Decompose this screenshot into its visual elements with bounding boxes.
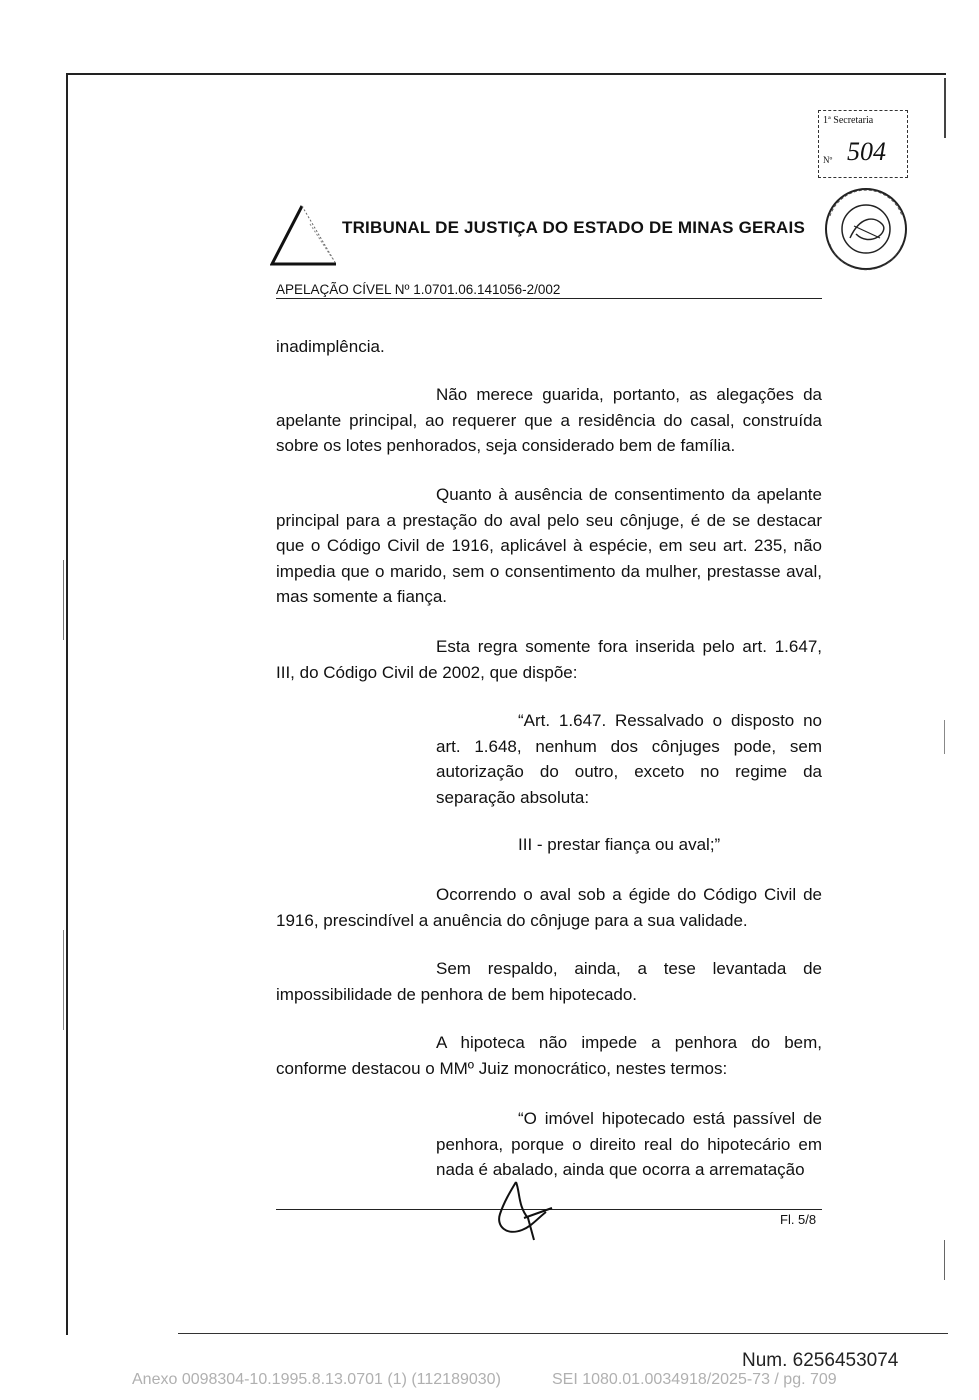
- sei-watermark: SEI 1080.01.0034918/2025-73 / pg. 709: [552, 1371, 837, 1388]
- paragraph-1: inadimplência.: [276, 337, 385, 356]
- protocol-stamp: [818, 110, 908, 178]
- header-rule: [276, 298, 822, 299]
- document-number: Num. 6256453074: [742, 1350, 899, 1371]
- quote-3: “O imóvel hipotecado está passível de penhora, porque o direito real do hipotecário em nada é abalado, ainda que ocorra a arrematação: [436, 1109, 822, 1179]
- court-logo-icon: [270, 202, 340, 268]
- court-title: TRIBUNAL DE JUSTIÇA DO ESTADO DE MINAS GERAIS: [342, 218, 805, 237]
- stamp-number: 504: [847, 137, 886, 166]
- page-border-left-mark: [63, 560, 64, 640]
- paragraph-6: Sem respaldo, ainda, a tese levantada de impossibilidade de penhora de bem hipotecado.: [276, 959, 822, 1004]
- stamp-label: 1ª Secretaria: [823, 115, 874, 126]
- annex-watermark: Anexo 0098304-10.1995.8.13.0701 (1) (112189030): [132, 1371, 501, 1388]
- paragraph-3: Quanto à ausência de consentimento da apelante principal para a prestação do aval pelo seu cônjuge, é de se destacar que o Código Civil de 1916, aplicável à espécie, em seu art. 235, não impedia que o marido, sem o consentimento da mulher, prestasse aval, mas somente a fiança.: [276, 485, 822, 606]
- page-border-right: [944, 78, 946, 138]
- court-seal-icon: [816, 186, 912, 272]
- signature-icon: [480, 1178, 560, 1242]
- paragraph-5: Ocorrendo o aval sob a égide do Código Civil de 1916, prescindível a anuência do cônjuge para a sua validade.: [276, 885, 822, 930]
- paragraph-4: Esta regra somente fora inserida pelo art. 1.647, III, do Código Civil de 2002, que dispõe:: [276, 637, 822, 682]
- page-border-left-mark: [63, 930, 64, 1030]
- stamp-number-label: Nº: [823, 155, 833, 165]
- paragraph-7: A hipoteca não impede a penhora do bem, conforme destacou o MMº Juiz monocrático, nestes termos:: [276, 1033, 822, 1078]
- page-border-right-mark: [944, 1240, 945, 1280]
- page-border-top: [66, 73, 946, 75]
- page-border-bottom: [178, 1333, 948, 1334]
- quote-1: “Art. 1.647. Ressalvado o disposto no art. 1.648, nenhum dos cônjuges pode, sem autorização do outro, exceto no regime da separação absoluta:: [436, 711, 822, 807]
- page-border-left: [66, 73, 68, 1335]
- quote-2: III - prestar fiança ou aval;”: [518, 835, 721, 854]
- case-reference: APELAÇÃO CÍVEL Nº 1.0701.06.141056-2/002: [276, 282, 561, 297]
- page-border-right-mark: [944, 720, 945, 754]
- page-reference: Fl. 5/8: [780, 1212, 817, 1227]
- paragraph-2: Não merece guarida, portanto, as alegações da apelante principal, ao requerer que a residência do casal, construída sobre os lotes penhorados, seja considerado bem de família.: [276, 385, 822, 455]
